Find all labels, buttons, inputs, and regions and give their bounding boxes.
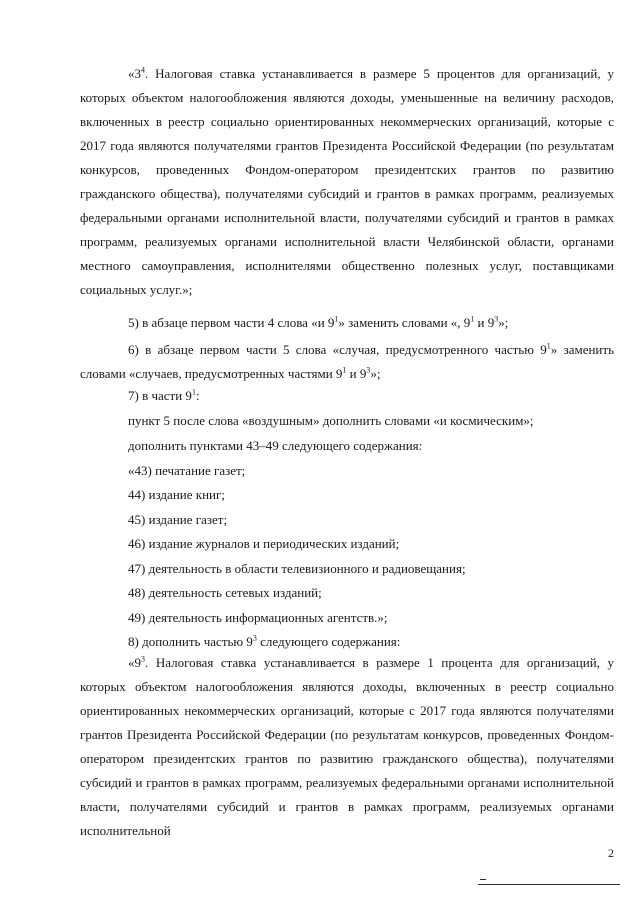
point-46: 46) издание журналов и периодических изданий; (128, 536, 400, 551)
footer-rule (478, 884, 620, 885)
item-5-text-4: »; (498, 315, 509, 330)
item-5 (128, 311, 614, 335)
paragraph-9-3 (80, 651, 614, 843)
paragraph-3-4-open: «3 (128, 66, 141, 81)
item-6-text-2: » заменить словами «случаев, предусмотренных частями 9 (80, 342, 614, 381)
item-5-sup-2: 1 (470, 314, 475, 324)
item-8-text-2: следующего содержания: (256, 634, 401, 649)
page-number: 2 (608, 846, 614, 860)
item-7 (128, 384, 614, 408)
item-6-text-3: и 9 (346, 366, 367, 381)
footer-tick-mark (480, 879, 486, 880)
item-6-sup-1: 1 (546, 341, 551, 351)
item-5-sup-3: 3 (494, 314, 499, 324)
item-7-text-2: : (195, 388, 200, 403)
item-7-sup-1: 1 (191, 387, 196, 397)
item-5-text-2: » заменить словами «, 9 (338, 315, 471, 330)
item-6-sup-2: 1 (342, 365, 347, 375)
item-5-sup-1: 1 (334, 314, 339, 324)
item-5-text-1: 5) в абзаце первом части 4 слова «и 9 (128, 315, 335, 330)
paragraph-3-4 (80, 62, 614, 302)
point-45: 45) издание газет; (128, 512, 228, 527)
paragraph-9-3-text: . Налоговая ставка устанавливается в размере 1 процента для организаций, у которых объектом налогообложения являются доходы, включенных в реестр социально ориентированных некоммерческих организаций, которые с 2017 года являются получателями грантов Президента Российской Федерации (по результатам конкурсов, проведенных Фондом-оператором президентских грантов по развитию гражданского общества), получателями субсидий и грантов в рамках программ, реализуемых федеральными органами исполнительной власти, получателями субсидий и грантов в рамках программ, реализуемых органами исполнительной (80, 655, 614, 838)
point-49: 49) деятельность информационных агентств.»; (128, 610, 388, 625)
paragraph-3-4-text: . Налоговая ставка устанавливается в размере 5 процентов для организаций, у которых объектом налогообложения являются доходы, уменьшенные на величину расходов, включенных в реестр социально ориентированных некоммерческих организаций, которые с 2017 года являются получателями грантов Президента Российской Федерации (по результатам конкурсов, проведенных Фондом-оператором президентских грантов по развитию гражданского общества), получателями субсидий и грантов в рамках программ, реализуемых федеральными органами исполнительной власти, получателями субсидий и грантов в рамках программ, реализуемых органами исполнительной власти Челябинской области, органами местного самоуправления, исполнителями общественно полезных услуг, поставщиками социальных услуг.»; (80, 66, 614, 297)
paragraph-9-3-open: «9 (128, 655, 141, 670)
point-47: 47) деятельность в области телевизионного и радиовещания; (128, 561, 466, 576)
point-43: «43) печатание газет; (128, 463, 246, 478)
item-6-sup-3: 3 (366, 365, 371, 375)
item-8-text-1: 8) дополнить частью 9 (128, 634, 253, 649)
item-8-sup-1: 3 (252, 633, 257, 643)
point-48: 48) деятельность сетевых изданий; (128, 585, 322, 600)
item-7-point-5-amendment: пункт 5 после слова «воздушным» дополнить словами «и космическим»; (128, 413, 534, 428)
item-6 (80, 338, 614, 386)
item-5-text-3: и 9 (474, 315, 495, 330)
item-6-text-4: »; (370, 366, 381, 381)
item-7-text-1: 7) в части 9 (128, 388, 192, 403)
paragraph-3-4-superscript: 4 (141, 65, 145, 75)
paragraph-9-3-superscript: 3 (141, 654, 145, 664)
item-7-add-points: дополнить пунктами 43–49 следующего содержания: (128, 438, 423, 453)
point-44: 44) издание книг; (128, 487, 225, 502)
item-6-text-1: 6) в абзаце первом части 5 слова «случая, предусмотренного частью 9 (128, 342, 547, 357)
